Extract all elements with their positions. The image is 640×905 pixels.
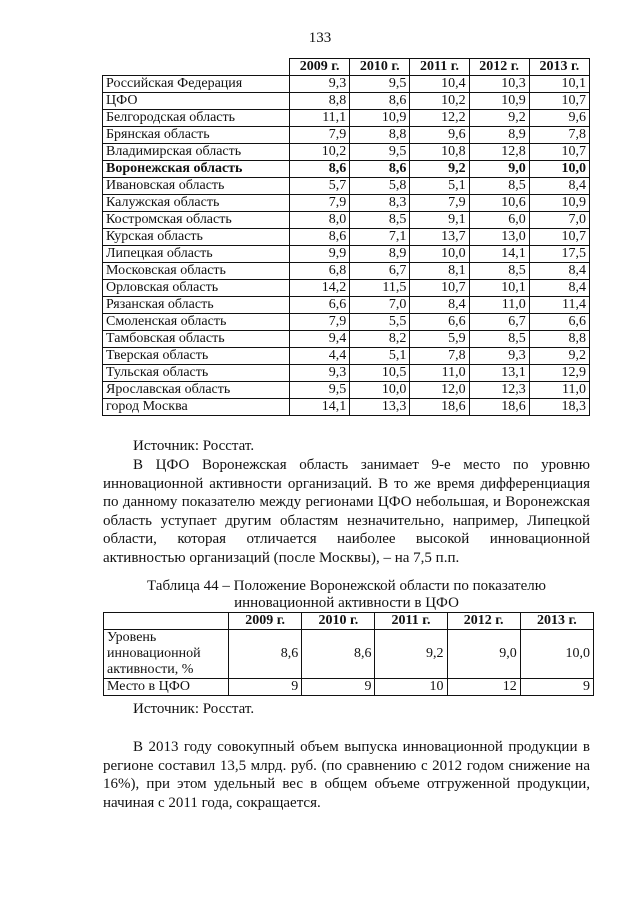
region-name-cell: Владимирская область bbox=[103, 144, 290, 161]
value-cell: 11,5 bbox=[350, 280, 410, 297]
region-name-cell: Российская Федерация bbox=[103, 76, 290, 93]
value-cell: 10,9 bbox=[350, 110, 410, 127]
value-cell: 12,0 bbox=[410, 382, 469, 399]
table-row bbox=[103, 229, 590, 246]
value-cell: 12,3 bbox=[469, 382, 529, 399]
value-cell: 9,2 bbox=[410, 161, 469, 178]
value-cell: 8,8 bbox=[529, 331, 589, 348]
value-cell: 14,2 bbox=[290, 280, 350, 297]
value-cell: 9,4 bbox=[290, 331, 350, 348]
value-cell: 18,6 bbox=[410, 399, 469, 416]
value-cell: 13,1 bbox=[469, 365, 529, 382]
table-row bbox=[103, 161, 590, 178]
region-name-cell: Тамбовская область bbox=[103, 331, 290, 348]
region-name-cell: город Москва bbox=[103, 399, 290, 416]
value-cell: 7,0 bbox=[350, 297, 410, 314]
value-cell: 10,3 bbox=[469, 76, 529, 93]
value-cell: 9,1 bbox=[410, 212, 469, 229]
value-cell: 8,4 bbox=[529, 280, 589, 297]
header-2012: 2012 г. bbox=[447, 613, 520, 630]
value-cell: 10,7 bbox=[529, 93, 589, 110]
page-number: 133 bbox=[308, 30, 332, 46]
indicator-label-cell: Уровень инновационной активности, % bbox=[104, 630, 229, 679]
value-cell: 8,6 bbox=[290, 229, 350, 246]
value-cell: 9,9 bbox=[290, 246, 350, 263]
value-cell: 6,6 bbox=[410, 314, 469, 331]
value-cell: 18,3 bbox=[529, 399, 589, 416]
value-cell: 10,6 bbox=[469, 195, 529, 212]
value-cell: 14,1 bbox=[469, 246, 529, 263]
region-name-cell: Тверская область bbox=[103, 348, 290, 365]
table-row bbox=[103, 93, 590, 110]
value-cell: 10,0 bbox=[520, 630, 593, 679]
value-cell: 10,1 bbox=[469, 280, 529, 297]
table-row bbox=[103, 76, 590, 93]
value-cell: 11,0 bbox=[410, 365, 469, 382]
value-cell: 11,0 bbox=[469, 297, 529, 314]
region-name-cell: Брянская область bbox=[103, 127, 290, 144]
value-cell: 8,6 bbox=[229, 630, 302, 679]
value-cell: 6,6 bbox=[529, 314, 589, 331]
header-2013: 2013 г. bbox=[520, 613, 593, 630]
table-row bbox=[103, 314, 590, 331]
caption-line: Таблица 44 – Положение Воронежской области по показателю bbox=[147, 578, 546, 594]
body-paragraph: В ЦФО Воронежская область занимает 9-е место по уровню инновационной активности организаций. В то же время дифференциация по данному показателю между регионами ЦФО небольшая, и Воронежская область уступает другим областям незначительно, например, Липецкой области, которая отличается наиболее высокой инновационной активностью организаций (после Москвы), – на 7,5 п.п. bbox=[103, 457, 590, 566]
value-cell: 8,0 bbox=[290, 212, 350, 229]
region-name-cell: Костромская область bbox=[103, 212, 290, 229]
region-name-cell: Курская область bbox=[103, 229, 290, 246]
value-cell: 10,0 bbox=[350, 382, 410, 399]
value-cell: 12,9 bbox=[529, 365, 589, 382]
value-cell: 9,0 bbox=[469, 161, 529, 178]
value-cell: 8,9 bbox=[469, 127, 529, 144]
voronezh-position-table bbox=[103, 612, 594, 696]
value-cell: 9,0 bbox=[447, 630, 520, 679]
value-cell: 7,9 bbox=[290, 127, 350, 144]
indicator-label-cell: Место в ЦФО bbox=[104, 679, 229, 696]
innovation-activity-table bbox=[102, 58, 590, 416]
value-cell: 6,7 bbox=[469, 314, 529, 331]
value-cell: 9,2 bbox=[375, 630, 447, 679]
value-cell: 5,1 bbox=[350, 348, 410, 365]
table-row bbox=[103, 399, 590, 416]
table-row bbox=[103, 195, 590, 212]
value-cell: 8,5 bbox=[469, 331, 529, 348]
value-cell: 10,4 bbox=[410, 76, 469, 93]
value-cell: 10,9 bbox=[469, 93, 529, 110]
value-cell: 10,8 bbox=[410, 144, 469, 161]
body-paragraph: В 2013 году совокупный объем выпуска инновационной продукции в регионе составил 13,5 млрд. руб. (по сравнению с 2012 годом снижение на 16%), при этом удельный вес в общем объеме отгруженной продукции, начиная с 2011 года, сокращается. bbox=[103, 739, 590, 811]
value-cell: 9,2 bbox=[469, 110, 529, 127]
value-cell: 5,1 bbox=[410, 178, 469, 195]
region-name-cell: Московская область bbox=[103, 263, 290, 280]
value-cell: 10,0 bbox=[410, 246, 469, 263]
value-cell: 10,7 bbox=[529, 144, 589, 161]
table-source-note: Источник: Росстат. bbox=[133, 438, 255, 454]
header-2011: 2011 г. bbox=[410, 59, 469, 76]
value-cell: 8,5 bbox=[469, 263, 529, 280]
value-cell: 7,1 bbox=[350, 229, 410, 246]
value-cell: 11,1 bbox=[290, 110, 350, 127]
value-cell: 9,6 bbox=[410, 127, 469, 144]
header-2010: 2010 г. bbox=[350, 59, 410, 76]
region-name-cell: Тульская область bbox=[103, 365, 290, 382]
caption-line: инновационной активности в ЦФО bbox=[234, 595, 459, 611]
value-cell: 8,4 bbox=[529, 263, 589, 280]
value-cell: 7,8 bbox=[529, 127, 589, 144]
header-cell-empty bbox=[103, 59, 290, 76]
table-row bbox=[103, 246, 590, 263]
table-source-note: Источник: Росстат. bbox=[133, 701, 255, 717]
value-cell: 11,4 bbox=[529, 297, 589, 314]
table-row bbox=[103, 263, 590, 280]
value-cell: 9,3 bbox=[290, 365, 350, 382]
value-cell: 9 bbox=[302, 679, 375, 696]
value-cell: 8,8 bbox=[290, 93, 350, 110]
header-2009: 2009 г. bbox=[229, 613, 302, 630]
value-cell: 10,1 bbox=[529, 76, 589, 93]
value-cell: 8,6 bbox=[350, 161, 410, 178]
value-cell: 5,9 bbox=[410, 331, 469, 348]
value-cell: 8,8 bbox=[350, 127, 410, 144]
value-cell: 8,2 bbox=[350, 331, 410, 348]
value-cell: 9 bbox=[520, 679, 593, 696]
value-cell: 9,3 bbox=[469, 348, 529, 365]
table-row bbox=[103, 127, 590, 144]
table-row bbox=[103, 365, 590, 382]
region-name-cell: Рязанская область bbox=[103, 297, 290, 314]
value-cell: 7,8 bbox=[410, 348, 469, 365]
header-2011: 2011 г. bbox=[375, 613, 447, 630]
value-cell: 10,0 bbox=[529, 161, 589, 178]
value-cell: 9,5 bbox=[350, 76, 410, 93]
value-cell: 7,9 bbox=[410, 195, 469, 212]
value-cell: 12 bbox=[447, 679, 520, 696]
value-cell: 6,8 bbox=[290, 263, 350, 280]
table-row bbox=[103, 331, 590, 348]
value-cell: 14,1 bbox=[290, 399, 350, 416]
value-cell: 8,6 bbox=[302, 630, 375, 679]
region-name-cell: Воронежская область bbox=[103, 161, 290, 178]
value-cell: 9,3 bbox=[290, 76, 350, 93]
region-name-cell: Калужская область bbox=[103, 195, 290, 212]
table-row bbox=[104, 630, 594, 679]
table-row bbox=[104, 679, 594, 696]
value-cell: 7,9 bbox=[290, 195, 350, 212]
value-cell: 9,6 bbox=[529, 110, 589, 127]
value-cell: 10,2 bbox=[410, 93, 469, 110]
value-cell: 10,7 bbox=[410, 280, 469, 297]
value-cell: 8,4 bbox=[410, 297, 469, 314]
value-cell: 13,0 bbox=[469, 229, 529, 246]
header-cell-empty bbox=[104, 613, 229, 630]
value-cell: 6,6 bbox=[290, 297, 350, 314]
value-cell: 10,9 bbox=[529, 195, 589, 212]
region-name-cell: Ярославская область bbox=[103, 382, 290, 399]
region-name-cell: Липецкая область bbox=[103, 246, 290, 263]
value-cell: 8,6 bbox=[290, 161, 350, 178]
region-name-cell: Орловская область bbox=[103, 280, 290, 297]
value-cell: 9,5 bbox=[290, 382, 350, 399]
value-cell: 6,7 bbox=[350, 263, 410, 280]
value-cell: 8,1 bbox=[410, 263, 469, 280]
value-cell: 10,2 bbox=[290, 144, 350, 161]
region-name-cell: ЦФО bbox=[103, 93, 290, 110]
value-cell: 9,5 bbox=[350, 144, 410, 161]
value-cell: 8,3 bbox=[350, 195, 410, 212]
value-cell: 10 bbox=[375, 679, 447, 696]
value-cell: 7,9 bbox=[290, 314, 350, 331]
value-cell: 13,7 bbox=[410, 229, 469, 246]
value-cell: 9,2 bbox=[529, 348, 589, 365]
header-2010: 2010 г. bbox=[302, 613, 375, 630]
value-cell: 18,6 bbox=[469, 399, 529, 416]
value-cell: 17,5 bbox=[529, 246, 589, 263]
table-header-row bbox=[103, 59, 590, 76]
table-header-row bbox=[104, 613, 594, 630]
region-name-cell: Смоленская область bbox=[103, 314, 290, 331]
region-name-cell: Белгородская область bbox=[103, 110, 290, 127]
value-cell: 8,5 bbox=[469, 178, 529, 195]
value-cell: 9 bbox=[229, 679, 302, 696]
value-cell: 5,5 bbox=[350, 314, 410, 331]
value-cell: 8,9 bbox=[350, 246, 410, 263]
table-row bbox=[103, 280, 590, 297]
value-cell: 8,4 bbox=[529, 178, 589, 195]
table-row bbox=[103, 382, 590, 399]
value-cell: 8,5 bbox=[350, 212, 410, 229]
value-cell: 13,3 bbox=[350, 399, 410, 416]
table-row bbox=[103, 212, 590, 229]
value-cell: 5,8 bbox=[350, 178, 410, 195]
value-cell: 10,5 bbox=[350, 365, 410, 382]
table-row bbox=[103, 297, 590, 314]
value-cell: 8,6 bbox=[350, 93, 410, 110]
value-cell: 12,2 bbox=[410, 110, 469, 127]
header-2013: 2013 г. bbox=[529, 59, 589, 76]
value-cell: 12,8 bbox=[469, 144, 529, 161]
header-2009: 2009 г. bbox=[290, 59, 350, 76]
table-row bbox=[103, 110, 590, 127]
value-cell: 10,7 bbox=[529, 229, 589, 246]
table-row bbox=[103, 178, 590, 195]
table-row bbox=[103, 348, 590, 365]
value-cell: 4,4 bbox=[290, 348, 350, 365]
header-2012: 2012 г. bbox=[469, 59, 529, 76]
value-cell: 5,7 bbox=[290, 178, 350, 195]
table-row bbox=[103, 144, 590, 161]
region-name-cell: Ивановская область bbox=[103, 178, 290, 195]
value-cell: 6,0 bbox=[469, 212, 529, 229]
value-cell: 11,0 bbox=[529, 382, 589, 399]
value-cell: 7,0 bbox=[529, 212, 589, 229]
table-caption bbox=[103, 578, 590, 612]
